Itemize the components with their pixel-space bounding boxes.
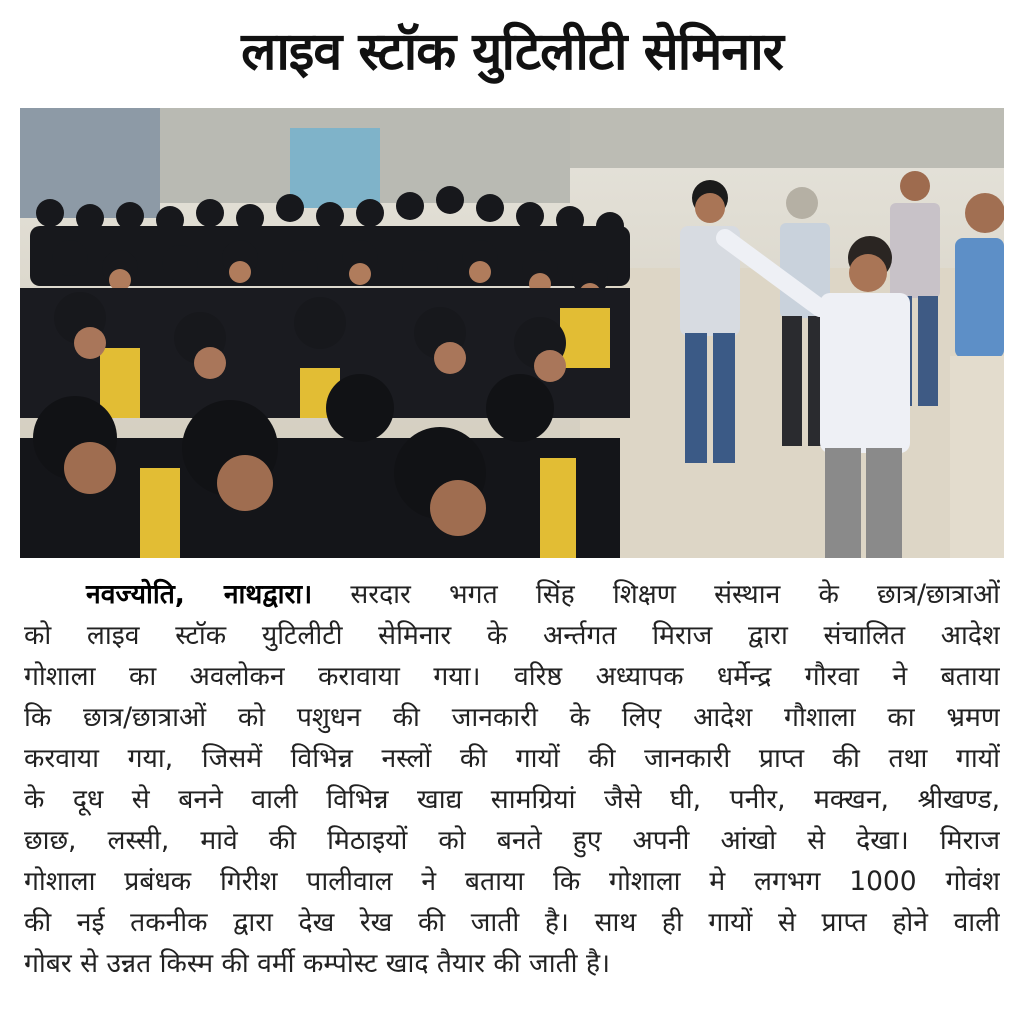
man-blue-shirt <box>950 193 1004 558</box>
article-body <box>24 574 1000 984</box>
article-line-3: गोशाला का अवलोकन करावाया गया। वरिष्ठ अध्यापक धर्मेन्द्र गौरवा ने बताया <box>24 661 1000 692</box>
headline: लाइव स्टॉक युटिलीटी सेमिनार <box>241 22 783 82</box>
article-line-9: की नई तकनीक द्वारा देख रेख की जाती है। साथ ही गायों से प्राप्त होने वाली <box>24 907 1000 938</box>
article-line-10: गोबर से उन्नत किस्म की वर्मी कम्पोस्ट खाद तैयार की जाती है। <box>24 948 611 979</box>
article-line-4: कि छात्र/छात्राओं को पशुधन की जानकारी के लिए आदेश गौशाला का भ्रमण <box>24 702 1000 733</box>
group-photo-illustration <box>20 108 1004 558</box>
building-wall <box>20 108 160 218</box>
water-tank <box>290 128 380 208</box>
wall-right <box>570 108 1004 168</box>
article-line-7: छाछ, लस्सी, मावे की मिठाइयों को बनते हुए अपनी आंखो से देखा। मिराज <box>24 825 1000 856</box>
article-line-1: नवज्योति, नाथद्वारा। सरदार भगत सिंह शिक्षण संस्थान के छात्र/छात्राओं <box>86 579 1000 610</box>
article-line-8: गोशाला प्रबंधक गिरीश पालीवाल ने बताया कि गोशाला मे लगभग 1000 गोवंश <box>24 866 1000 897</box>
news-photo <box>20 108 1004 558</box>
article-line-5: करवाया गया, जिसमें विभिन्न नस्लों की गायों की जानकारी प्राप्त की तथा गायों <box>24 743 1000 774</box>
article-line-6: के दूध से बनने वाली विभिन्न खाद्य सामग्रियां जैसे घी, पनीर, मक्खन, श्रीखण्ड, <box>24 784 1000 815</box>
article-line-2: को लाइव स्टॉक युटिलीटी सेमिनार के अर्न्तगत मिराज द्वारा संचालित आदेश <box>24 620 1000 651</box>
dateline: नवज्योति, नाथद्वारा। <box>86 579 313 610</box>
